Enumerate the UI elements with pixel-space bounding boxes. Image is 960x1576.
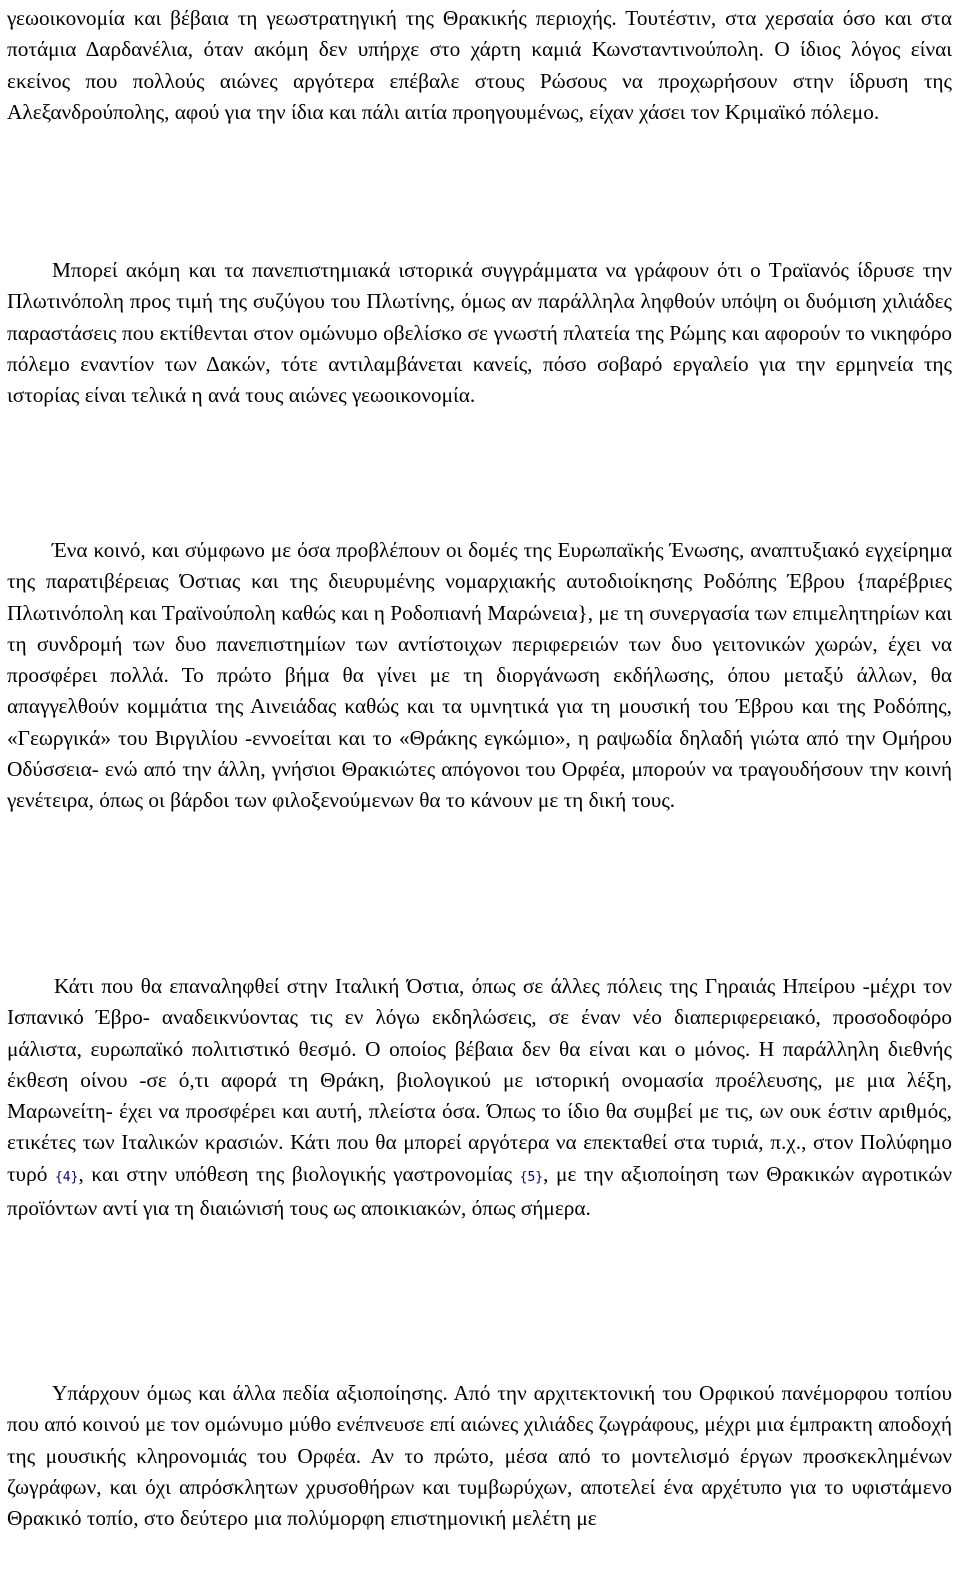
footnote-ref-5[interactable]: {5} — [519, 1169, 544, 1185]
footnote-ref-4[interactable]: {4} — [54, 1169, 79, 1185]
paragraph-4-text-b: , και στην υπόθεση της βιολογικής γαστρονομίας — [78, 1161, 520, 1186]
paragraph-4-text-c: , με την αξιοποίηση των Θρακικών αγροτικών προϊόντων αντί για τη διαιώνισή τους ως αποικιακών, όπως σήμερα. — [7, 1161, 952, 1221]
paragraph-4-text-a: Κάτι που θα επαναληφθεί στην Ιταλική Όστια, όπως σε άλλες πόλεις της Γηραιάς Ηπείρου -μέχρι τον Ισπανικό Έβρο- αναδεικνύοντας τις εν λόγω εκδηλώσεις, σε έναν νέο διαπεριφερειακό, προσοδοφόρο μάλιστα, ευρωπαϊκό πολιτιστικό θεσμό. Ο οποίος βέβαια δεν θα είναι και ο μόνος. Η παράλληλη διεθνής έκθεση οίνου -σε ό,τι αφορά τη Θράκη, βιολογικού με ιστορική ονομασία προέλευσης, με μια λέξη, Μαρωνείτη- έχει να προσφέρει και αυτή, πλείστα όσα. Όπως το ίδιο θα συμβεί με τις, ων ουκ έστιν αριθμός, ετικέτες των Ιταλικών κρασιών. Κάτι που θα μπορεί αργότερα να επεκταθεί στα τυριά, π.χ., στον Πολύφημο τυρό — [7, 974, 952, 1186]
paragraph-1: γεωοικονομία και βέβαια τη γεωστρατηγική της Θρακικής περιοχής. Τουτέστιν, στα χερσαία όσο και στα ποτάμια Δαρδανέλια, όταν ακόμη δεν υπήρχε στο χάρτη καμιά Κωνσταντινούπολη. Ο ίδιος λόγος είναι εκείνος που πολλούς αιώνες αργότερα επέβαλε στους Ρώσους να προχωρήσουν στην ίδρυση της Αλεξανδρούπολης, αφού για την ίδια και πάλι αιτία προηγουμένως, είχαν χάσει τον Κριμαϊκό πόλεμο. — [7, 6, 952, 124]
paragraph-4 — [7, 971, 952, 1224]
paragraph-3: Ένα κοινό, και σύμφωνο με όσα προβλέπουν οι δομές της Ευρωπαϊκής Ένωσης, αναπτυξιακό εγχείρημα της παρατιβέρειας Όστιας και της διευρυμένης νομαρχιακής αυτοδιοίκησης Ροδόπης Έβρου {παρέβριες Πλωτινόπολη και Τραϊνούπολη καθώς και η Ροδοπιανή Μαρώνεια}, με τη συνεργασία των επιμελητηρίων και τη συνδρομή των δυο πανεπιστημίων των αντίστοιχων περιφερειών των δυο γειτονικών χωρών, έχει να προσφέρει πολλά. Το πρώτο βήμα θα γίνει με τη διοργάνωση εκδήλωσης, όπου μεταξύ άλλων, θα απαγγελθούν κομμάτια της Αινειάδας καθώς και τα υμνητικά για τη μουσική του Έβρου και της Ροδόπης, «Γεωργικά» του Βιργιλίου -εννοείται και το «Θράκης εγκώμιο», η ραψωδία δηλαδή γιώτα από την Ομήρου Οδύσσεια- ενώ από την άλλη, γνήσιοι Θρακιώτες απόγονοι του Ορφέα, μπορούν να τραγουδήσουν την κοινή γενέτειρα, όπως οι βάρδοι των φιλοξενούμενων θα το κάνουν με τη δική τους. — [7, 538, 952, 813]
paragraph-5: Υπάρχουν όμως και άλλα πεδία αξιοποίησης. Από την αρχιτεκτονική του Ορφικού πανέμορφου τοπίου που από κοινού με τον ομώνυμο μύθο ενέπνευσε επί αιώνες χιλιάδες ζωγράφους, μέχρι μια έμπρακτη αποδοχή της μουσικής κληρονομιάς του Ορφέα. Αν το πρώτο, μέσα από το μοντελισμό έργων προσκεκλημένων ζωγράφων, και όχι απρόσκλητων χρυσοθήρων και τυμβωρύχων, αποτελεί ένα αρχέτυπο για το υφιστάμενο Θρακικό τοπίο, στο δεύτερο μια πολύμορφη επιστημονική μελέτη με — [7, 1381, 952, 1531]
paragraph-2: Μπορεί ακόμη και τα πανεπιστημιακά ιστορικά συγγράμματα να γράφουν ότι ο Τραϊανός ίδρυσε την Πλωτινόπολη προς τιμή της συζύγου του Πλωτίνης, όμως αν παράλληλα ληφθούν υπόψη οι δυόμιση χιλιάδες παραστάσεις που εκτίθενται στον ομώνυμο οβελίσκο σε γνωστή πλατεία της Ρώμης και αφορούν το νικηφόρο πόλεμο εναντίον των Δακών, τότε αντιλαμβάνεται κανείς, πόσο σοβαρό εργαλείο για την ερμηνεία της ιστορίας είναι τελικά η ανά τους αιώνες γεωοικονομία. — [7, 258, 952, 408]
